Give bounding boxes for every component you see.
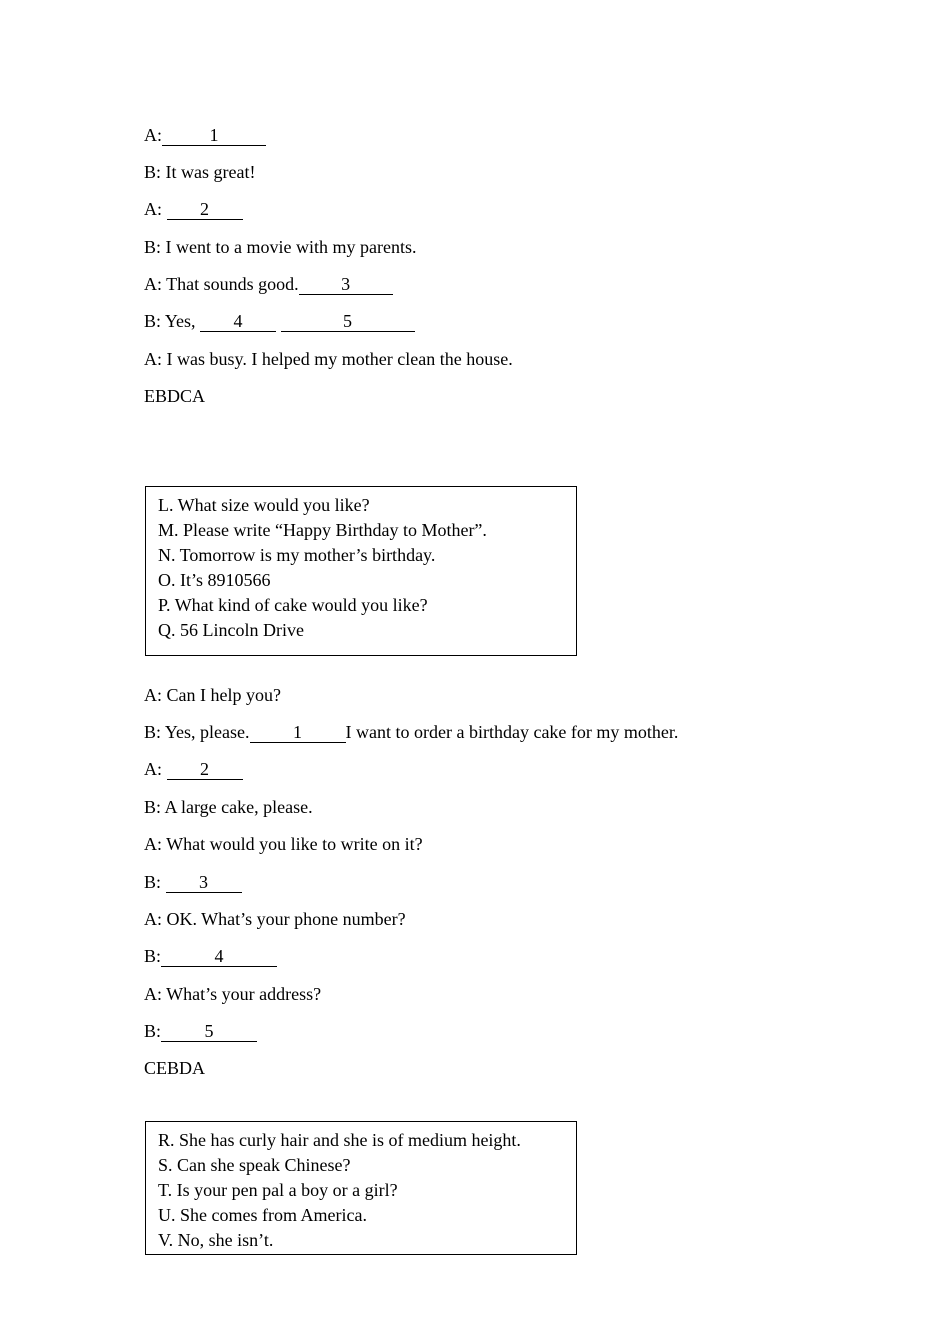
blank-3[interactable]: 3 (166, 873, 242, 893)
option-u: U. She comes from America. (158, 1205, 367, 1225)
dialog1-line-6 (144, 310, 415, 332)
options-box-2 (145, 486, 577, 656)
speaker: B: (144, 872, 162, 892)
blank-5[interactable]: 5 (281, 312, 415, 332)
dialog2-answer: CEBDA (144, 1058, 206, 1078)
blank-3[interactable]: 3 (299, 275, 393, 295)
option-v: V. No, she isn’t. (158, 1230, 274, 1250)
dialog2-line-10 (144, 1020, 257, 1042)
option-o: O. It’s 8910566 (158, 570, 271, 590)
blank-4[interactable]: 4 (161, 947, 277, 967)
blank-1[interactable]: 1 (250, 723, 346, 743)
option-q: Q. 56 Lincoln Drive (158, 620, 304, 640)
option-l: L. What size would you like? (158, 495, 370, 515)
options-box-3 (145, 1121, 577, 1255)
line-text: A: That sounds good. (144, 274, 299, 294)
dialog2-line-6 (144, 871, 242, 893)
dialog1-line-3 (144, 198, 243, 220)
blank-5[interactable]: 5 (161, 1022, 257, 1042)
speaker: A: (144, 125, 162, 145)
blank-4[interactable]: 4 (200, 312, 276, 332)
option-s: S. Can she speak Chinese? (158, 1155, 351, 1175)
line-text-post: I want to order a birthday cake for my mother. (345, 722, 679, 742)
dialog2-line-2 (144, 721, 678, 743)
line-text: B: Yes, please. (144, 722, 250, 742)
blank-1[interactable]: 1 (162, 126, 266, 146)
dialog2-line-3 (144, 758, 243, 780)
speaker: B: (144, 946, 162, 966)
dialog2-line-7: A: OK. What’s your phone number? (144, 909, 406, 929)
dialog1-answer: EBDCA (144, 386, 206, 406)
speaker: B: (144, 1021, 162, 1041)
line-text: B: Yes, (144, 311, 196, 331)
dialog2-line-1: A: Can I help you? (144, 685, 281, 705)
blank-2[interactable]: 2 (167, 760, 243, 780)
option-t: T. Is your pen pal a boy or a girl? (158, 1180, 398, 1200)
dialog2-line-9: A: What’s your address? (144, 984, 322, 1004)
dialog1-line-4: B: I went to a movie with my parents. (144, 237, 417, 257)
speaker: A: (144, 759, 162, 779)
option-r: R. She has curly hair and she is of medium height. (158, 1130, 521, 1150)
dialog2-line-5: A: What would you like to write on it? (144, 834, 423, 854)
option-p: P. What kind of cake would you like? (158, 595, 428, 615)
blank-2[interactable]: 2 (167, 200, 243, 220)
dialog2-line-4: B: A large cake, please. (144, 797, 313, 817)
option-n: N. Tomorrow is my mother’s birthday. (158, 545, 436, 565)
speaker: A: (144, 199, 162, 219)
dialog1-line-5 (144, 273, 393, 295)
dialog2-line-8 (144, 945, 277, 967)
option-m: M. Please write “Happy Birthday to Mother”. (158, 520, 487, 540)
dialog1-line-2: B: It was great! (144, 162, 256, 182)
dialog1-line-1 (144, 124, 266, 146)
dialog1-line-7: A: I was busy. I helped my mother clean the house. (144, 349, 513, 369)
